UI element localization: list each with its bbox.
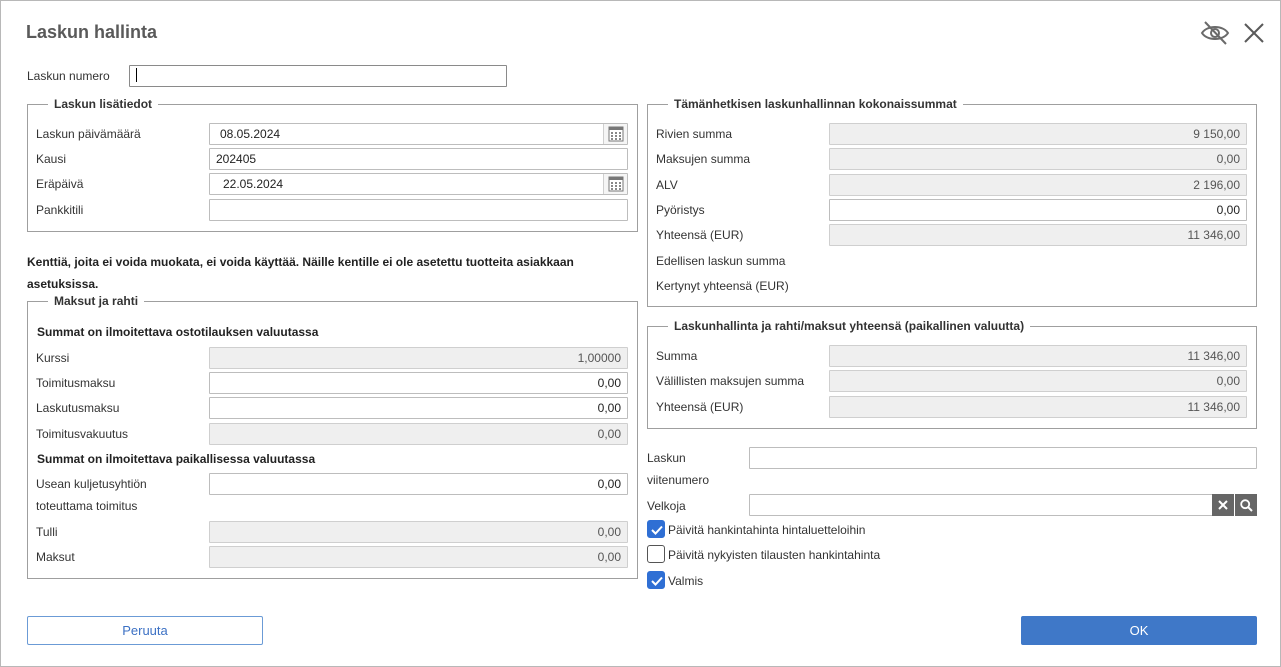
total-eur-label: Yhteensä (EUR) (656, 228, 744, 242)
invoice-date-input[interactable] (209, 123, 628, 145)
local-total-eur-input (829, 396, 1247, 418)
fees-legend: Maksut ja rahti (54, 294, 139, 308)
purchase-currency-heading: Summat on ilmoitettava ostotilauksen valuutassa (37, 325, 319, 339)
dialog-title: Laskun hallinta (26, 22, 158, 42)
creditor-label: Velkoja (647, 499, 686, 513)
local-totals-legend: Laskunhallinta ja rahti/maksut yhteensä (paikallinen valuutta) (674, 319, 1025, 333)
vat-label: ALV (656, 178, 678, 192)
invoicing-fee-input[interactable] (209, 397, 628, 419)
charges-label: Maksut (36, 550, 75, 564)
update-current-orders-checkbox[interactable] (647, 545, 665, 563)
multi-carrier-label-line2: toteuttama toimitus (36, 499, 138, 513)
clear-creditor-button[interactable] (1212, 494, 1234, 516)
reference-number-input[interactable] (749, 447, 1257, 469)
checkmark-icon (650, 574, 664, 588)
clear-x-icon (1217, 499, 1229, 511)
due-date-input[interactable] (209, 173, 628, 195)
reference-label-line2: viitenumero (647, 473, 710, 487)
reference-label-line1: Laskun (647, 451, 686, 465)
invoice-details-legend: Laskun lisätiedot (54, 97, 153, 111)
customs-input (209, 521, 628, 543)
ready-checkbox[interactable] (647, 571, 665, 589)
ok-button[interactable]: OK (1021, 616, 1257, 645)
indirect-fees-label: Välillisten maksujen summa (656, 374, 805, 388)
delivery-fee-input[interactable] (209, 372, 628, 394)
hide-eye-icon[interactable] (1200, 19, 1230, 47)
delivery-insurance-input (209, 423, 628, 445)
search-icon (1240, 499, 1253, 512)
payments-sum-label: Maksujen summa (656, 152, 751, 166)
invoice-number-input[interactable] (129, 65, 507, 87)
update-current-orders-label: Päivitä nykyisten tilausten hankintahinta (668, 548, 881, 562)
due-date-calendar-icon[interactable] (603, 174, 627, 194)
due-date-label: Eräpäivä (36, 177, 84, 191)
previous-invoice-sum-label: Edellisen laskun summa (656, 254, 786, 268)
rate-label: Kurssi (36, 351, 70, 365)
text-caret (136, 68, 137, 82)
period-input[interactable] (209, 148, 628, 170)
indirect-fees-input (829, 370, 1247, 392)
customs-label: Tulli (36, 525, 58, 539)
local-currency-heading: Summat on ilmoitettava paikallisessa valuutassa (37, 452, 316, 466)
vat-input (829, 174, 1247, 196)
total-eur-input (829, 224, 1247, 246)
delivery-fee-label: Toimitusmaksu (36, 376, 116, 390)
local-sum-label: Summa (656, 349, 698, 363)
invoice-date-label: Laskun päivämäärä (36, 127, 141, 141)
rounding-label: Pyöristys (656, 203, 705, 217)
ready-label: Valmis (668, 574, 704, 588)
local-total-eur-label: Yhteensä (EUR) (656, 400, 744, 414)
delivery-insurance-label: Toimitusvakuutus (36, 427, 129, 441)
creditor-input[interactable] (749, 494, 1213, 516)
period-label: Kausi (36, 152, 67, 166)
checkmark-icon (650, 523, 664, 537)
update-pricelist-checkbox[interactable] (647, 520, 665, 538)
bank-account-input[interactable] (209, 199, 628, 221)
bank-account-label: Pankkitili (36, 203, 84, 217)
invoice-date-calendar-icon[interactable] (603, 124, 627, 144)
multi-carrier-input[interactable] (209, 473, 628, 495)
close-icon[interactable] (1241, 19, 1267, 47)
payments-sum-input (829, 148, 1247, 170)
multi-carrier-label-line1: Usean kuljetusyhtiön (36, 477, 147, 491)
rate-input (209, 347, 628, 369)
rows-sum-label: Rivien summa (656, 127, 733, 141)
search-creditor-button[interactable] (1235, 494, 1257, 516)
accumulated-total-label: Kertynyt yhteensä (EUR) (656, 279, 789, 293)
local-sum-input (829, 345, 1247, 367)
cancel-button[interactable]: Peruuta (27, 616, 263, 645)
invoice-number-label: Laskun numero (27, 69, 110, 83)
invoicing-fee-label: Laskutusmaksu (36, 401, 120, 415)
non-editable-fields-note: Kenttiä, joita ei voida muokata, ei voida käyttää. Näille kentille ei ole asetettu tuotteita asiakkaan asetuksissa. (27, 255, 574, 291)
charges-input (209, 546, 628, 568)
rounding-input[interactable] (829, 199, 1247, 221)
update-pricelist-label: Päivitä hankintahinta hintaluetteloihin (668, 523, 866, 537)
rows-sum-input (829, 123, 1247, 145)
totals-legend: Tämänhetkisen laskunhallinnan kokonaissummat (674, 97, 957, 111)
